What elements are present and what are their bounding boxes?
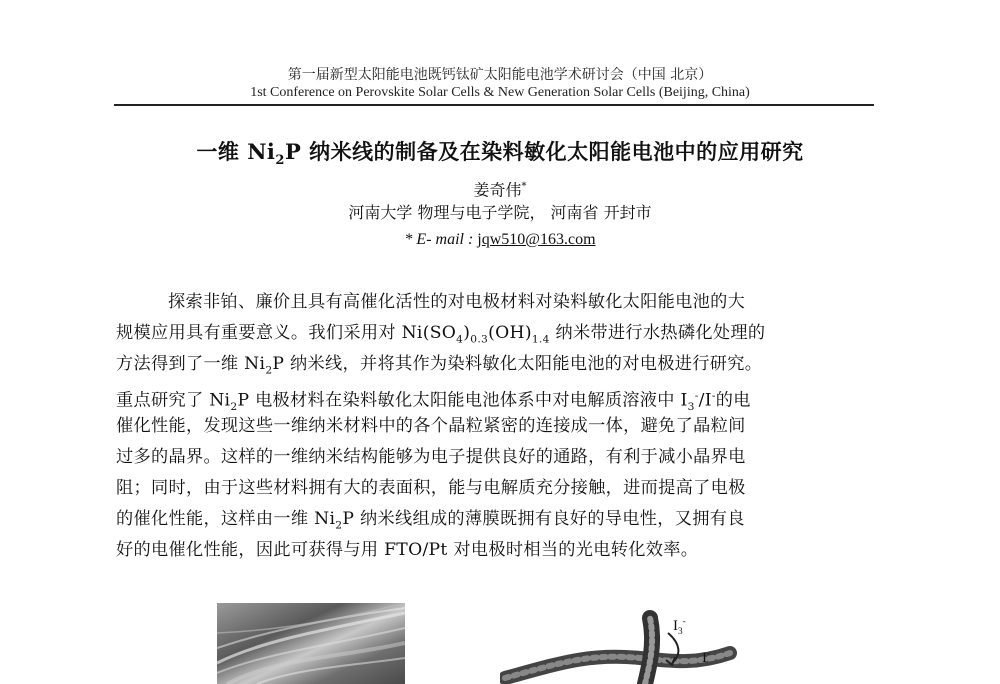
figure-area [0,603,1000,684]
affiliation: 河南大学 物理与电子学院， 河南省 开封市 [348,203,652,222]
email-link[interactable]: jqw510@163.com [477,231,596,248]
author-name: 姜奇伟 [473,180,522,200]
abstract-line: 的催化性能，这样由一维 $Ni_2P$ 纳米线组成的薄膜既拥有良好的导电性，又拥有良 [116,509,745,532]
conference-header [0,66,1000,102]
abstract-line: 过多的晶界。这样的一维纳米结构能够为电子提供良好的通路，有利于减小晶界电 [116,447,746,467]
abstract-line: 阻；同时，由于这些材料拥有大的表面积，能与电解质充分接触，进而提高了电极 [116,478,746,498]
header-rule [114,104,874,106]
email-line [0,229,1000,251]
sem-micrograph [217,603,405,684]
abstract-line: 探索非铂、廉价且具有高催化活性的对电极材料对染料敏化太阳能电池的大 [168,292,746,312]
abstract-line: 催化性能，发现这些一维纳米材料中的各个晶粒紧密的连接成一体，避免了晶粒间 [116,416,746,436]
iodide-label: I- [702,649,711,666]
corresponding-mark: * [521,181,527,192]
author-line [0,176,1000,201]
conference-header-en: 1st Conference on Perovskite Solar Cells & New Generation Solar Cells (Beijing, China) [250,85,750,100]
abstract-body [116,287,854,566]
abstract-line: 规模应用具有重要意义。我们采用对 $Ni(SO_4)_{0.3}(OH)_{1.4}$ 纳米带进行水热磷化处理的 [116,323,766,346]
triiodide-label: $I_3^-$ [673,617,686,637]
abstract-line: 方法得到了一维 $Ni_2P$ 纳米线，并将其作为染料敏化太阳能电池的对电极进行研究。 [116,354,763,377]
conference-header-cn: 第一届新型太阳能电池既钙钛矿太阳能电池学术研讨会（中国 北京） [287,67,713,83]
sem-fiber-texture [217,603,405,684]
abstract-line: 好的电催化性能，因此可获得与用 FTO/Pt 对电极时相当的光电转化效率。 [116,540,699,560]
paper-title: 一维 $Ni_2P$ 纳米线的制备及在染料敏化太阳能电池中的应用研究 [196,139,804,169]
email-label: * E- mail : [404,231,474,248]
nanowire-illustration [500,603,760,684]
abstract-line: 重点研究了 $Ni_2P$ 电极材料在染料敏化太阳能电池体系中对电解质溶液中 $I_3^-/I^-$的电 [116,389,751,414]
nanowire-schematic [500,603,760,684]
